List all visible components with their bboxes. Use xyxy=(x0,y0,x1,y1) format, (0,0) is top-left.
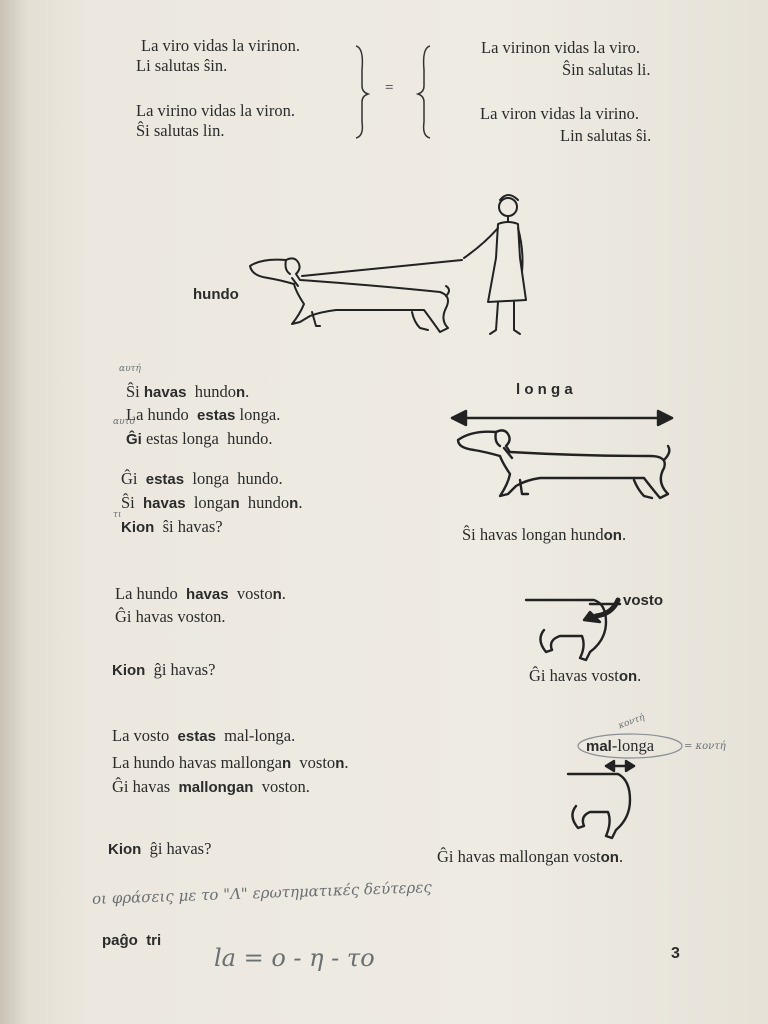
handwritten-note: οι φράσεις με το "Λ" ερωτηματικές δεύτερες xyxy=(91,878,433,908)
sentence-line: La hundo havas mallongan voston. xyxy=(112,753,349,772)
sentence-line: Kion ĝi havas? xyxy=(108,839,212,858)
sentence: La virino vidas la viron. xyxy=(136,101,296,120)
sentence: La viro vidas la virinon. xyxy=(141,36,301,55)
image-caption: Ĝi havas voston. xyxy=(529,666,642,685)
handwritten-note: κοντή xyxy=(617,712,647,732)
sentence: La viron vidas la virino. xyxy=(480,104,640,123)
equals-sign: = xyxy=(385,80,394,96)
sentence-line: Ĝi havas voston. xyxy=(115,607,226,626)
handwritten-note: αυτή xyxy=(119,364,141,374)
mal-longa-label: mal-longa xyxy=(586,736,655,755)
image-caption: Ŝi havas longan hundon. xyxy=(462,525,627,544)
sentence-line: Ŝi havas hundon. xyxy=(126,382,250,401)
sentence-line: La hundo havas voston. xyxy=(115,584,286,603)
sentence: La virinon vidas la viro. xyxy=(481,38,641,57)
handwritten-note: = κοντή xyxy=(684,741,726,752)
sentence-line: La vosto estas mal-longa. xyxy=(112,726,296,745)
sentence-line: Ŝi havas longan hundon. xyxy=(121,493,303,512)
sentence: Li salutas ŝin. xyxy=(136,56,228,75)
sentence-line: Kion ŝi havas? xyxy=(121,517,223,536)
sentence: Ŝin salutas li. xyxy=(562,60,651,79)
sentence-line: Kion ĝi havas? xyxy=(112,660,216,679)
sentence-line: Ĝi havas mallongan voston. xyxy=(112,777,310,796)
handwritten-note: αυτό xyxy=(113,417,135,427)
handwritten-note: τι xyxy=(113,510,122,520)
sentence-line: Ĝi estas longa hundo. xyxy=(126,429,273,448)
dog-label: hundo xyxy=(193,286,239,303)
sentence: Lin salutas ŝi. xyxy=(560,126,652,145)
vosto-label: vosto xyxy=(623,592,664,609)
handwritten-note: la = ο - η - το xyxy=(214,944,375,972)
sentence-line: Ĝi estas longa hundo. xyxy=(121,469,283,488)
sentence: Ŝi salutas lin. xyxy=(136,121,225,140)
page-number: 3 xyxy=(671,945,680,962)
longa-label: l o n g a xyxy=(516,381,573,398)
image-caption: Ĝi havas mallongan voston. xyxy=(437,847,624,866)
page-footer-label: paĝo tri xyxy=(102,932,162,949)
sentence-line: La hundo estas longa. xyxy=(126,405,281,424)
